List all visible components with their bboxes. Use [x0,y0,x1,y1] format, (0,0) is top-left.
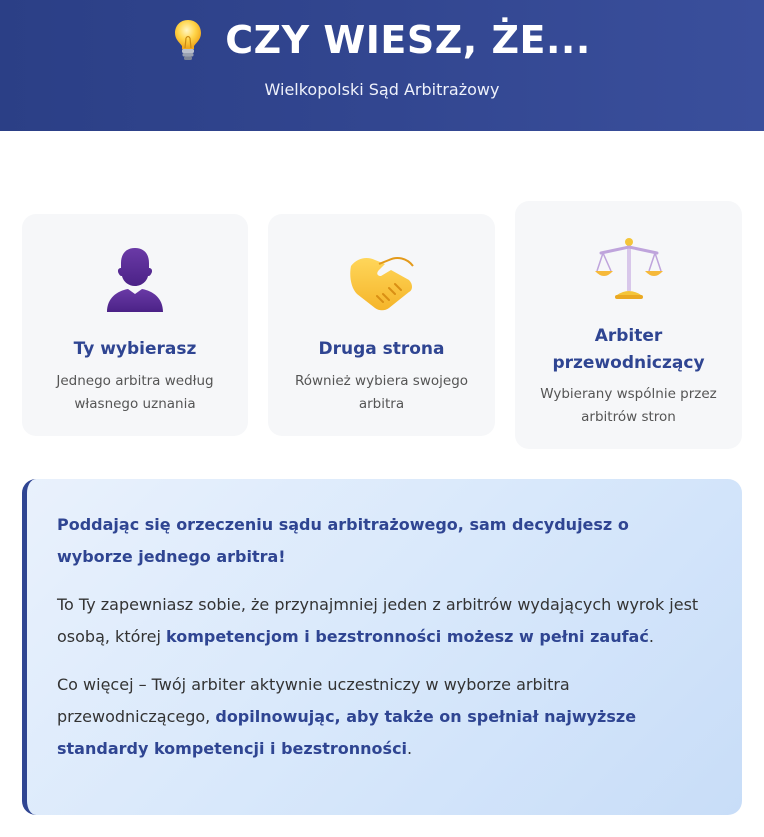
handshake-icon [349,254,415,312]
card-description: Wybierany wspólnie przez arbitrów stron [540,386,717,425]
lightbulb-icon [173,18,203,62]
header-banner [0,0,764,131]
card-description: Jednego arbitra według własnego uznania [56,373,214,412]
info-text: . [407,739,413,758]
info-paragraph-3 [57,669,708,765]
info-paragraph-2 [57,589,708,653]
info-text: To Ty zapewniasz sobie, że przynajmniej jeden z arbitrów wydających wyrok jest osobą, której [57,595,699,646]
page-subtitle: Wielkopolski Sąd Arbitrażowy [264,80,500,99]
card-description: Również wybiera swojego arbitra [294,373,469,412]
info-lead-paragraph: Poddając się orzeczeniu sądu arbitrażowego, sam decydujesz o wyborze jednego arbitra! [57,515,629,566]
title-row [0,18,764,62]
card-title: Druga strona [318,339,445,359]
card-you-choose [22,214,248,436]
page-title: CZY WIESZ, ŻE... [225,18,591,62]
card-title: Arbiter przewodniczący [552,326,705,373]
info-text: Co więcej – Twój arbiter aktywnie uczestniczy w wyborze arbitra przewodniczącego, [57,675,570,726]
info-highlight: kompetencjom i bezstronności możesz w pełni zaufać [165,627,649,646]
balance-scale-icon [595,235,663,301]
card-title: Ty wybierasz [73,339,197,359]
info-text: . [648,627,654,646]
person-silhouette-icon [103,246,167,312]
card-chair-arbitrator [515,201,742,449]
card-other-party [268,214,495,436]
info-highlight: dopilnowując, aby także on spełniał najwyższe standardy kompetencji i bezstronności [57,707,637,758]
info-box [22,479,742,815]
